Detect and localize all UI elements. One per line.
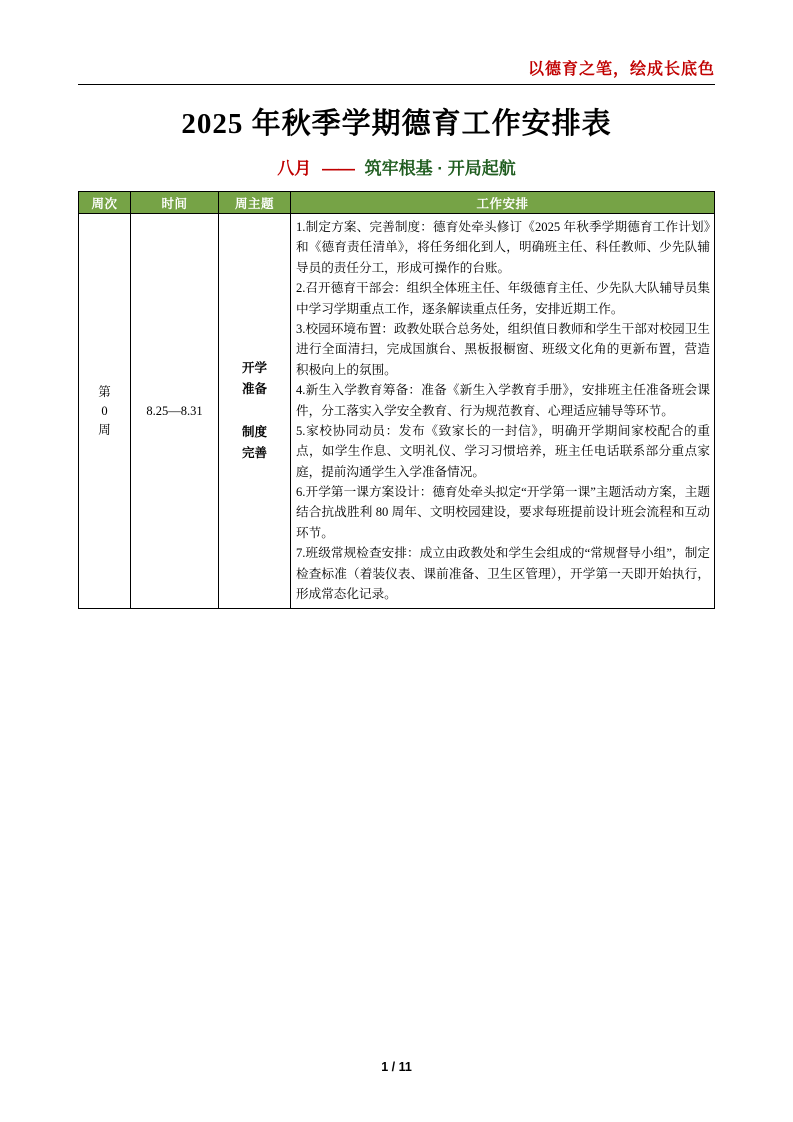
theme-line: 制度 xyxy=(241,424,267,439)
cell-tasks xyxy=(291,214,715,609)
theme-line: 准备 xyxy=(241,382,267,397)
theme-line-spacer xyxy=(220,401,289,422)
table-header-row xyxy=(79,192,715,214)
theme-line: 开学 xyxy=(241,361,267,376)
month-label: 八月 xyxy=(277,159,312,178)
table-row xyxy=(79,214,715,609)
task-item: 2.召开德育干部会：组织全体班主任、年级德育主任、少先队大队辅导员集中学习学期重点工作，逐条解读重点任务，安排近期工作。 xyxy=(296,281,710,316)
task-item: 5.家校协同动员：发布《致家长的一封信》，明确开学期间家校配合的重点，如学生作息、文明礼仪、学习习惯培养，班主任电话联系部分重点家庭，提前沟通学生入学准备情况。 xyxy=(296,423,710,479)
column-header-time: 时间 xyxy=(131,192,219,214)
cell-time: 8.25—8.31 xyxy=(131,214,219,609)
column-header-week: 周次 xyxy=(79,192,131,214)
page-number: 1 / 11 xyxy=(381,1060,412,1074)
task-item: 7.班级常规检查安排：成立由政教处和学生会组成的“常规督导小组”，制定检查标准（着装仪表、课前准备、卫生区管理），开学第一天即开始执行，形成常态化记录。 xyxy=(296,546,710,602)
cell-week xyxy=(79,214,131,609)
column-header-theme: 周主题 xyxy=(219,192,291,214)
week-line: 周 xyxy=(98,422,111,437)
column-header-tasks: 工作安排 xyxy=(291,192,715,214)
month-section-header xyxy=(78,154,715,179)
task-item: 6.开学第一课方案设计：德育处牵头拟定“开学第一课”主题活动方案，主题结合抗战胜利 80 周年、文明校园建设，要求每班提前设计班会流程和互动环节。 xyxy=(296,485,710,540)
header-motto: 以德育之笔，绘成长底色 xyxy=(527,61,715,78)
month-theme-label: 筑牢根基 · 开局起航 xyxy=(364,159,516,178)
theme-line: 完善 xyxy=(241,446,267,461)
cell-theme xyxy=(219,214,291,609)
week-line: 0 xyxy=(101,403,108,418)
task-item: 1.制定方案、完善制度：德育处牵头修订《2025 年秋季学期德育工作计划》和《德育责任清单》，将任务细化到人，明确班主任、科任教师、少先队辅导员的责任分工，形成可操作的台账。 xyxy=(296,220,710,275)
task-item: 4.新生入学教育筹备：准备《新生入学教育手册》，安排班主任准备班会课件，分工落实入学安全教育、行为规范教育、心理适应辅导等环节。 xyxy=(296,383,710,418)
week-line: 第 xyxy=(98,385,111,400)
task-item: 3.校园环境布置：政教处联合总务处，组织值日教师和学生干部对校园卫生进行全面清扫，完成国旗台、黑板报橱窗、班级文化角的更新布置，营造积极向上的氛围。 xyxy=(296,321,710,377)
document-header xyxy=(78,56,715,85)
plan-table xyxy=(78,191,715,609)
dash-separator: —— xyxy=(321,159,354,178)
page-footer xyxy=(0,1060,793,1074)
page-title: 2025 年秋季学期德育工作安排表 xyxy=(181,108,612,140)
